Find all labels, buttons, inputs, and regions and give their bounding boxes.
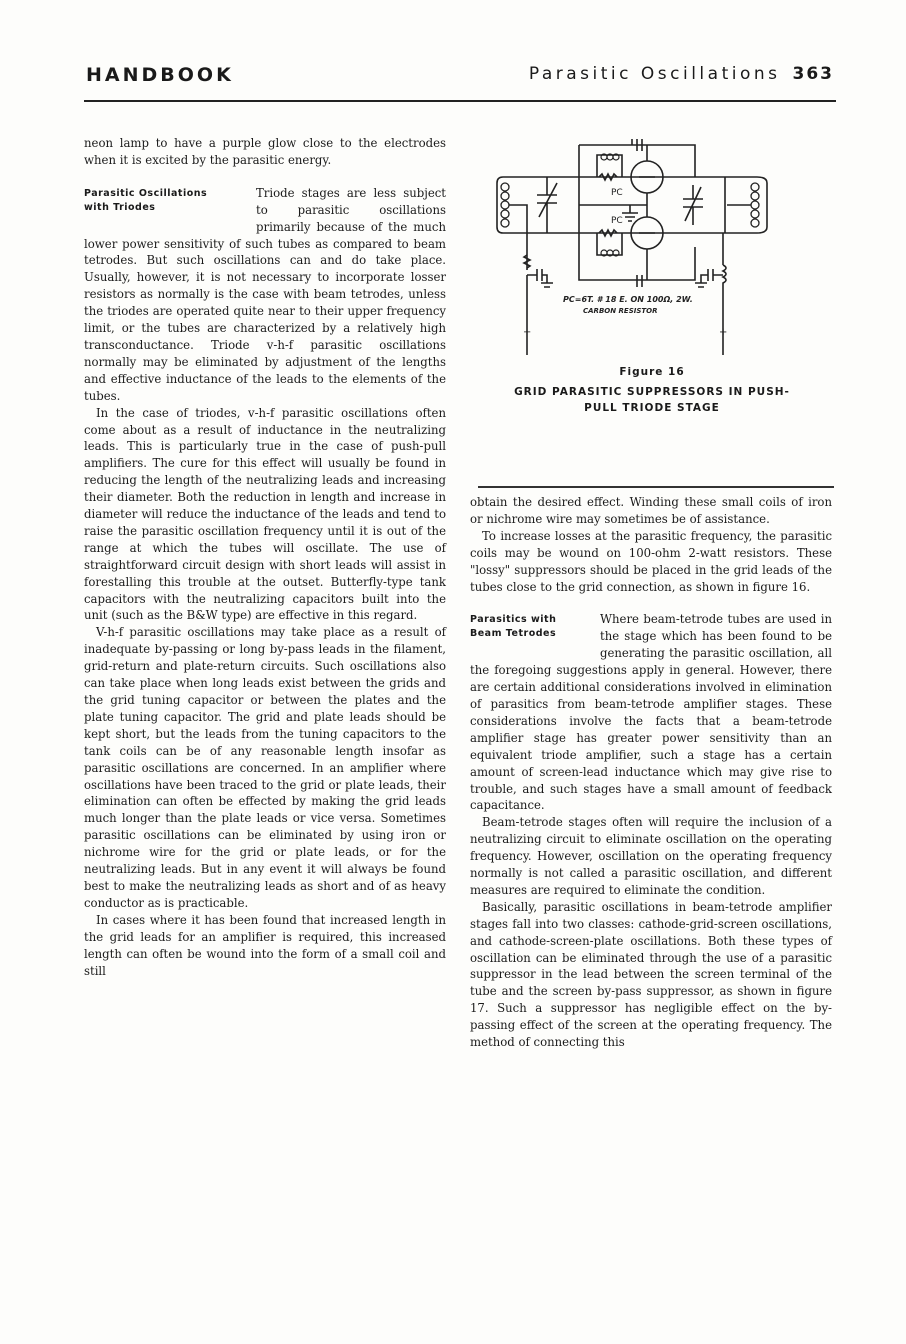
- paragraph: Triode stages are less subject to parasitic oscillations primarily because of the much lower power sensitivity of such tubes as compared to beam tetrodes. But such oscillations can and do take place. Usually, however, it is not necessary to incorporate losser resistors as normally is the case with beam tetrodes, unless the triodes are operated quite near to their upper frequency limit, or the tubes are characterized by a relatively high transconductance. Triode v-h-f parasitic oscillations normally may be eliminated by adjustment of the lengths and effective inductance of the leads to the elements of the tubes.: [84, 185, 446, 403]
- figure-note-line2: CARBON RESISTOR: [583, 307, 658, 315]
- minus-terminal: −: [523, 327, 532, 338]
- side-heading-block: [470, 611, 832, 814]
- figure-title: Figure 16: [619, 366, 685, 378]
- paragraph: In the case of triodes, v-h-f parasitic oscillations often come about as a result of inductance in the neutralizing leads. This is particularly true in the case of push-pull amplifiers. The cure for this effect will usually be found in reducing the length of the neutralizing leads and increasing their diameter. Both the reduction in length and increase in diameter will reduce the inductance of the leads and tend to raise the parasitic oscillation frequency until it is out of the range at which the tubes will oscillate. The use of straightforward circuit design with short leads will assist in forestalling this trouble at the outset. Butterfly-type tank capacitors with the neutralizing capacitors built into the unit (such as the B&W type) are effective in this regard.: [84, 405, 446, 623]
- left-column: [84, 135, 446, 979]
- side-heading-beam-tetrodes: Parasitics with Beam Tetrodes: [470, 614, 557, 640]
- side-heading-block: [84, 185, 446, 405]
- running-header-section: [529, 64, 834, 84]
- paragraph: Beam-tetrode stages often will require the inclusion of a neutralizing circuit to eliminate oscillation on the operating frequency. However, oscillation on the operating frequency normally is not called a parasitic oscillation, and different measures are required to eliminate the condition.: [470, 815, 832, 897]
- figure-note-line1: PC=6T. # 18 E. ON 100Ω, 2W.: [563, 295, 693, 304]
- section-title: Parasitic Oscillations: [528, 64, 781, 84]
- right-tank-coil: [751, 183, 759, 227]
- side-heading-triodes: Parasitic Oscillations with Triodes: [84, 187, 208, 213]
- pc-label-upper: PC: [611, 188, 623, 198]
- paragraph: Where beam-tetrode tubes are used in the stage which has been found to be generating the parasitic oscillation, all the foregoing suggestions apply in general. However, there are certain additional considerations involved in elimination of parasitics from beam-tetrode amplifier stages. These considerations involve the facts that a beam-tetrode amplifier stage has greater power sensitivity than an equivalent triode amplifier, such a stage has a certain amount of screen-lead inductance which may give rise to trouble, and such stages have a small amount of feedback capacitance.: [470, 612, 832, 813]
- plus-terminal: +: [719, 327, 728, 338]
- header-rule: [84, 100, 836, 102]
- paragraph: V-h-f parasitic oscillations may take place as a result of inadequate by-passing or long by-pass leads in the filament, grid-return and plate-return circuits. Such oscillations also can take place when long leads exist between the grids and the grid tuning capacitor or between the plates and the plate tuning capacitor. The grid and plate leads should be kept short, but the leads from the tuning capacitors to the tank coils can be of any reasonable length insofar as parasitic oscillations are concerned. In an amplifier where oscillations have been traced to the grid or plate leads, their elimination can often be effected by making the grid leads much longer than the plate leads or vice versa. Sometimes parasitic oscillations can be eliminated by using iron or nichrome wire for the grid or plate leads, or for the neutralizing leads. But in any event it will always be found best to make the neutralizing leads as short and of as heavy conductor as is practicable.: [84, 625, 446, 910]
- paragraph: To increase losses at the parasitic frequency, the parasitic coils may be wound on 100-ohm 2-watt resistors. These "lossy" suppressors should be placed in the grid leads of the tubes close to the grid connection, as shown in figure 16.: [470, 528, 832, 594]
- figure-caption-line1: GRID PARASITIC SUPPRESSORS IN PUSH-: [514, 386, 790, 398]
- left-tank-coil: [501, 183, 509, 227]
- paragraph: In cases where it has been found that increased length in the grid leads for an amplifier is required, this increased length can often be wound into the form of a small coil and still: [84, 912, 446, 978]
- circuit-diagram: [467, 125, 837, 485]
- running-header-title: HANDBOOK: [86, 64, 234, 86]
- figure-caption-line2: PULL TRIODE STAGE: [584, 402, 720, 414]
- paragraph: obtain the desired effect. Winding these small coils of iron or nichrome wire may sometimes be of assistance.: [470, 495, 832, 526]
- paragraph: Basically, parasitic oscillations in beam-tetrode amplifier stages fall into two classes: cathode-grid-screen oscillations, and cathode-screen-plate oscillations. Both these types of oscillation can be eliminated through the use of a parasitic suppressor in the lead between the screen terminal of the tube and the screen by-pass suppressor, as shown in figure 17. Such a suppressor has negligible effect on the by-passing effect of the screen at the operating frequency. The method of connecting this: [470, 899, 832, 1050]
- paragraph: neon lamp to have a purple glow close to the electrodes when it is excited by the parasitic energy.: [84, 136, 446, 167]
- pc-label-lower: PC: [611, 216, 623, 226]
- right-column: [470, 494, 832, 1051]
- figure-rule: [478, 486, 834, 488]
- page-number: 363: [792, 64, 834, 84]
